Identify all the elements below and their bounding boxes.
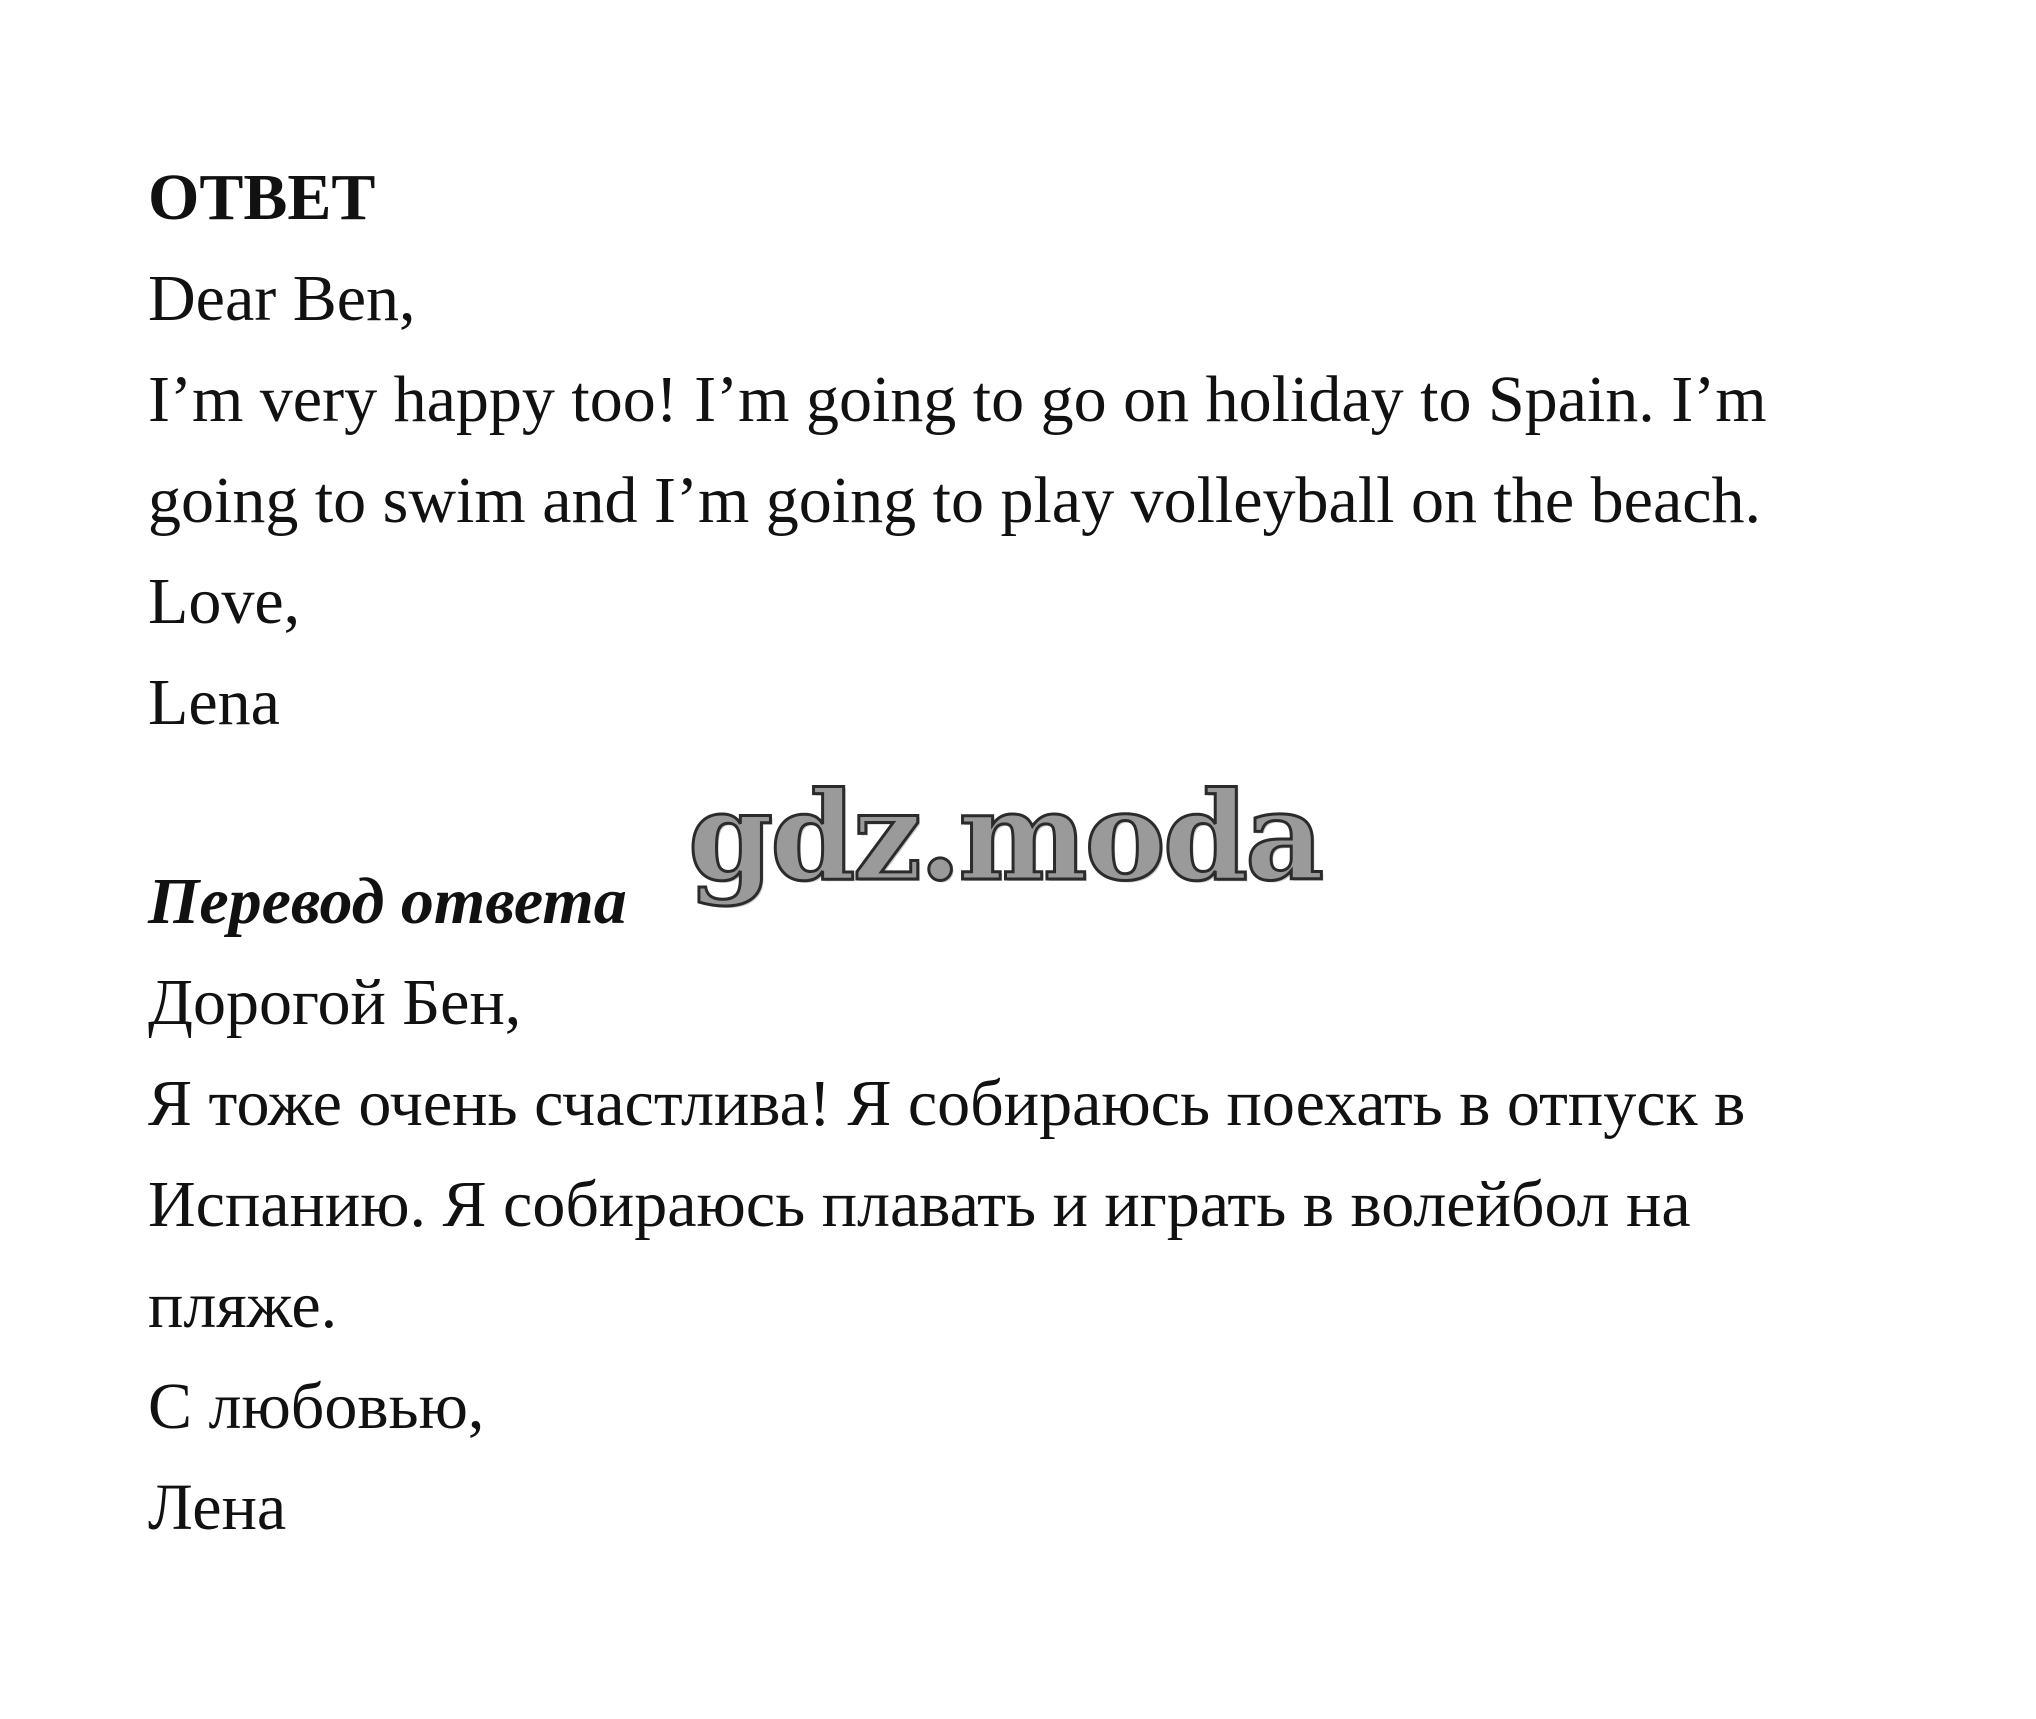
watermark-logo: gdz.moda — [688, 764, 1322, 908]
answer-signature: Lena — [148, 666, 280, 739]
answer-section — [148, 147, 1928, 753]
translation-closing: С любовью, — [148, 1370, 485, 1443]
answer-heading: ОТВЕТ — [148, 161, 376, 234]
translation-body-line-3: пляже. — [148, 1269, 338, 1342]
translation-body-line-2: Испанию. Я собираюсь плавать и играть в волейбол на — [148, 1168, 1691, 1241]
answer-body-line-2: going to swim and I’m going to play volleyball on the beach. — [148, 464, 1762, 537]
answer-body-line-1: I’m very happy too! I’m going to go on holiday to Spain. I’m — [148, 363, 1767, 436]
answer-greeting: Dear Ben, — [148, 262, 416, 335]
translation-body-line-1: Я тоже очень счастлива! Я собираюсь поехать в отпуск в — [148, 1067, 1746, 1140]
answer-closing: Love, — [148, 565, 301, 638]
translation-section — [148, 851, 1928, 1558]
translation-greeting: Дорогой Бен, — [148, 966, 522, 1039]
translation-heading: Перевод ответа — [148, 865, 627, 938]
translation-signature: Лена — [148, 1471, 287, 1544]
